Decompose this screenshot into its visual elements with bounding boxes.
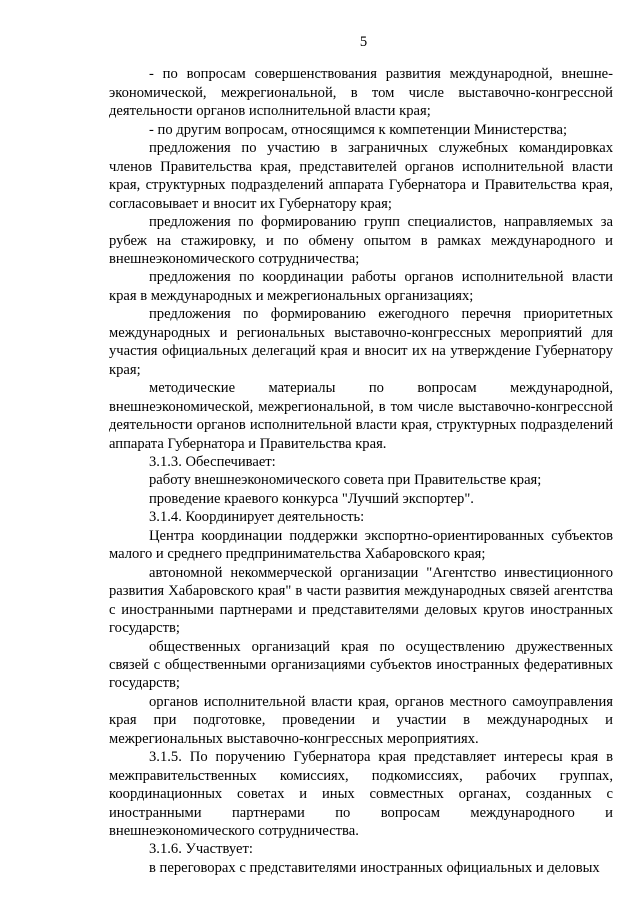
paragraph: 3.1.5. По поручению Губернатора края представляет интересы края в межправительственных комиссиях, подкомиссиях, рабочих группах, координационных советах и иных совместных органах, созданных с иностранными партнерами по вопросам международного и внешнеэкономического сотрудничества.: [109, 749, 613, 840]
paragraph: общественных организаций края по осуществлению дружественных связей с общественными организациями субъектов иностранных федеративных государств;: [109, 638, 613, 692]
paragraph: предложения по координации работы органов исполнительной власти края в международных и межрегиональных организациях;: [109, 269, 613, 304]
paragraph: - по вопросам совершенствования развития международной, внешне-экономической, межрегиональной, в том числе выставочно-конгрессной деятельности органов исполнительной власти края;: [109, 66, 613, 120]
paragraph: предложения по формированию ежегодного перечня приоритетных международных и региональных выставочно-конгрессных мероприятий для участия официальных делегаций края и вносит их на утверждение Губернатору края;: [109, 306, 613, 378]
paragraph: предложения по участию в заграничных служебных командировках членов Правительства края, представителей органов исполнительной власти края, структурных подразделений аппарата Губернатора и Правительства края, согласовывает и вносит их Губернатору края;: [109, 140, 613, 212]
paragraph: Центра координации поддержки экспортно-ориентированных субъектов малого и среднего предпринимательства Хабаровского края;: [109, 527, 613, 563]
section-heading: 3.1.6. Участвует:: [149, 841, 253, 858]
paragraph: работу внешнеэкономического совета при Правительстве края;: [149, 472, 542, 489]
page-number: 5: [359, 34, 368, 50]
paragraph: проведение краевого конкурса "Лучший экспортер".: [149, 490, 474, 507]
document-body: [109, 65, 613, 877]
paragraph: автономной некоммерческой организации "Агентство инвестиционного развития Хабаровского края" в части развития международных связей агентства с иностранными партнерами и представителями деловых кругов иностранных государств;: [109, 564, 613, 637]
section-heading: 3.1.4. Координирует деятельность:: [149, 509, 365, 526]
paragraph: - по другим вопросам, относящимся к компетенции Министерства;: [149, 121, 568, 138]
paragraph: методические материалы по вопросам международной, внешнеэкономической, межрегиональной, в том числе выставочно-конгрессной деятельности органов исполнительной власти края, структурных подразделений аппарата Губернатора и Правительства края.: [109, 380, 613, 452]
section-heading: 3.1.3. Обеспечивает:: [149, 453, 276, 470]
paragraph: предложения по формированию групп специалистов, направляемых за рубеж на стажировку, и по обмену опытом в рамках международного и внешнеэкономического сотрудничества;: [109, 214, 613, 267]
paragraph: в переговорах с представителями иностранных официальных и деловых: [149, 859, 600, 876]
paragraph: органов исполнительной власти края, органов местного самоуправления края при подготовке, проведении и участии в международных и межрегиональных выставочно-конгрессных мероприятиях.: [109, 693, 613, 747]
